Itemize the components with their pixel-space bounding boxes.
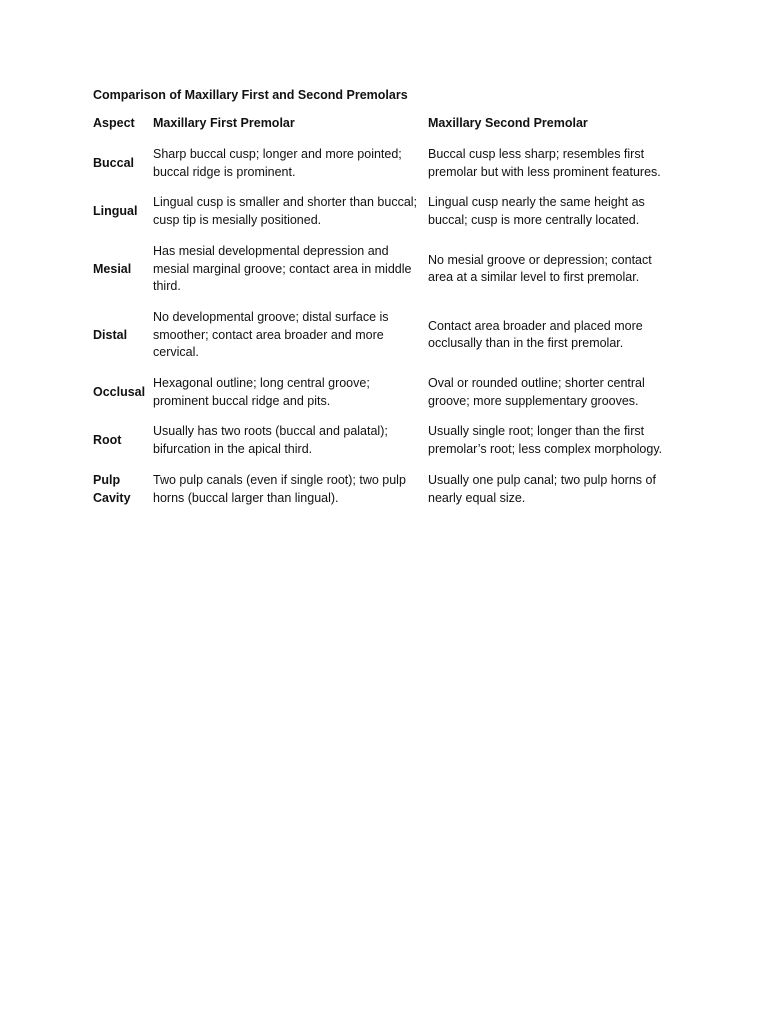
row-second-premolar: Usually one pulp canal; two pulp horns of nearly equal size. <box>428 472 656 505</box>
document-title: Comparison of Maxillary First and Second Premolars <box>93 88 408 102</box>
row-second-premolar: Buccal cusp less sharp; resembles first premolar but with less prominent features. <box>428 147 661 179</box>
row-second-premolar: Contact area broader and placed more occlusally than in the first premolar. <box>428 318 643 351</box>
table-row <box>91 365 681 413</box>
row-aspect: Lingual <box>93 204 138 219</box>
row-first-premolar: Sharp buccal cusp; longer and more pointed; buccal ridge is prominent. <box>153 147 402 179</box>
row-first-premolar: Lingual cusp is smaller and shorter than buccal; cusp tip is mesially positioned. <box>153 195 418 228</box>
comparison-table <box>91 111 681 510</box>
row-aspect: Buccal <box>93 155 134 170</box>
header-aspect: Aspect <box>93 115 135 130</box>
table-header <box>91 111 681 136</box>
table-row <box>91 462 681 510</box>
row-aspect: Root <box>93 433 122 448</box>
header-row <box>91 111 681 136</box>
table-row <box>91 233 681 299</box>
table-body <box>91 136 681 510</box>
table-row <box>91 413 681 461</box>
row-second-premolar: Lingual cusp nearly the same height as buccal; cusp is more centrally located. <box>428 195 645 228</box>
row-aspect: Distal <box>93 327 128 342</box>
row-second-premolar: Usually single root; longer than the first premolar’s root; less complex morphology. <box>428 424 663 457</box>
header-second-premolar: Maxillary Second Premolar <box>428 115 588 130</box>
table-row <box>91 184 681 232</box>
header-first-premolar: Maxillary First Premolar <box>153 115 295 130</box>
table-row <box>91 136 681 184</box>
row-aspect: Occlusal <box>93 384 146 399</box>
row-first-premolar: Has mesial developmental depression and mesial marginal groove; contact area in middle third. <box>153 243 412 294</box>
row-aspect: Pulp Cavity <box>93 472 131 505</box>
row-second-premolar: No mesial groove or depression; contact area at a similar level to first premolar. <box>428 252 652 285</box>
row-first-premolar: Hexagonal outline; long central groove; prominent buccal ridge and pits. <box>153 376 370 408</box>
row-first-premolar: No developmental groove; distal surface is smoother; contact area broader and more cervical. <box>153 309 389 360</box>
row-first-premolar: Two pulp canals (even if single root); two pulp horns (buccal larger than lingual). <box>153 472 406 505</box>
row-aspect: Mesial <box>93 261 132 276</box>
row-second-premolar: Oval or rounded outline; shorter central groove; more supplementary grooves. <box>428 376 645 408</box>
row-first-premolar: Usually has two roots (buccal and palatal); bifurcation in the apical third. <box>153 424 388 457</box>
table-row <box>91 299 681 365</box>
